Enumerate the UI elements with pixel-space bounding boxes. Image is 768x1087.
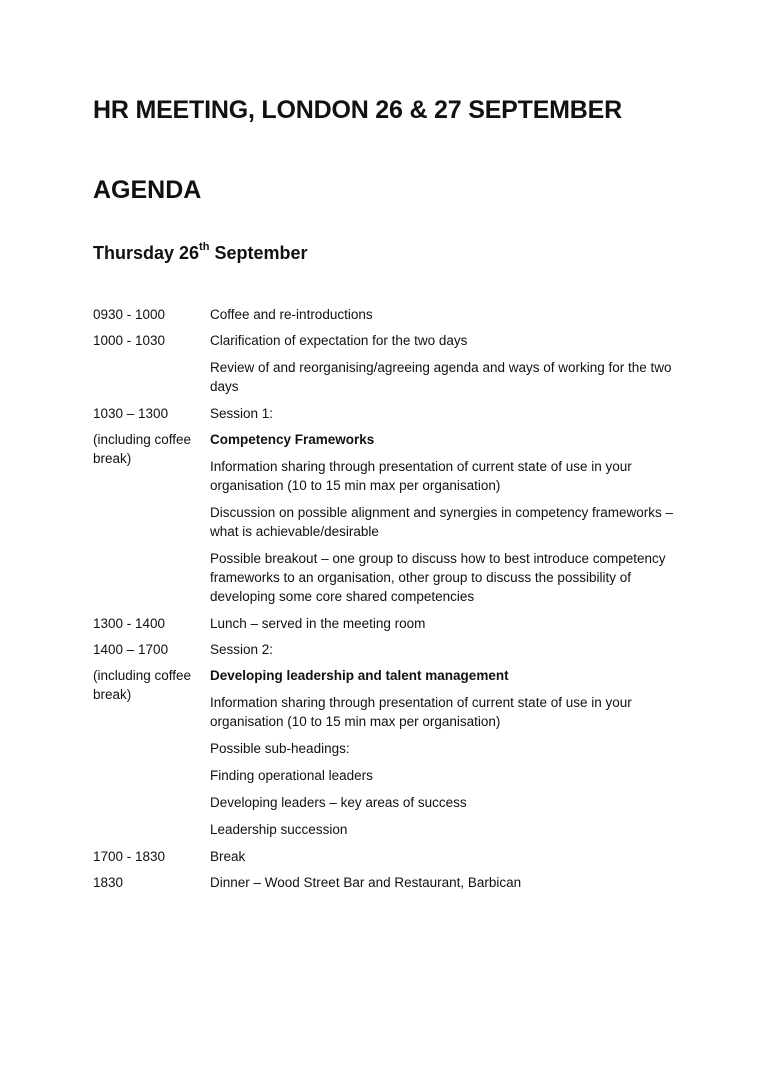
schedule-time: (including coffee break) [93, 668, 192, 702]
schedule-row [93, 403, 693, 429]
schedule-row [93, 330, 693, 403]
schedule-description [210, 639, 693, 665]
schedule-description [210, 872, 693, 898]
schedule-row [93, 846, 693, 872]
schedule-row [93, 872, 693, 898]
page-title: HR MEETING, LONDON 26 & 27 SEPTEMBER [93, 96, 622, 124]
schedule-item: Possible breakout – one group to discuss how to best introduce competency frameworks to an organisation, other group to discuss the possibility of developing some core shared competencies [210, 551, 666, 604]
schedule-time: 1830 [93, 875, 124, 890]
schedule-item: Possible sub-headings: [210, 741, 350, 756]
schedule-item: Information sharing through presentation of current state of use in your organisation (10 to 15 min max per organisation) [210, 459, 632, 493]
schedule-item: Information sharing through presentation of current state of use in your organisation (10 to 15 min max per organisation) [210, 695, 632, 729]
schedule-description [210, 665, 693, 846]
day-heading-ordinal: th [199, 241, 210, 253]
schedule-description [210, 613, 693, 639]
schedule-item: Discussion on possible alignment and synergies in competency frameworks – what is achievable/desirable [210, 505, 673, 539]
schedule-item: Finding operational leaders [210, 768, 373, 783]
agenda-heading: AGENDA [93, 176, 202, 204]
schedule-description [210, 330, 693, 403]
schedule-item: Competency Frameworks [210, 432, 375, 447]
schedule-time: (including coffee break) [93, 432, 192, 466]
schedule-row [93, 665, 693, 846]
schedule-time: 1400 – 1700 [93, 642, 169, 657]
schedule-item: Session 2: [210, 642, 274, 657]
schedule-item: Clarification of expectation for the two days [210, 333, 468, 348]
schedule-row [93, 304, 693, 330]
schedule-description [210, 429, 693, 613]
schedule-item: Break [210, 849, 246, 864]
schedule-time: 0930 - 1000 [93, 307, 166, 322]
schedule-time: 1300 - 1400 [93, 616, 166, 631]
day-heading-month: September [209, 243, 308, 263]
day-heading-prefix: Thursday 26 [93, 243, 200, 263]
schedule-item: Coffee and re-introductions [210, 307, 373, 322]
schedule-time: 1030 – 1300 [93, 406, 169, 421]
schedule-time: 1700 - 1830 [93, 849, 166, 864]
schedule-description [210, 403, 693, 429]
schedule-item: Developing leadership and talent management [210, 668, 509, 683]
schedule-item: Developing leaders – key areas of success [210, 795, 467, 810]
schedule-description [210, 304, 693, 330]
document-page [93, 0, 693, 1087]
schedule-item: Leadership succession [210, 822, 348, 837]
schedule-table [93, 304, 693, 898]
schedule-item: Review of and reorganising/agreeing agenda and ways of working for the two days [210, 360, 672, 394]
day-heading [93, 243, 307, 264]
schedule-item: Lunch – served in the meeting room [210, 616, 426, 631]
schedule-item: Session 1: [210, 406, 274, 421]
schedule-row [93, 613, 693, 639]
schedule-item: Dinner – Wood Street Bar and Restaurant, Barbican [210, 875, 522, 890]
schedule-time: 1000 - 1030 [93, 333, 166, 348]
schedule-description [210, 846, 693, 872]
schedule-row [93, 639, 693, 665]
schedule-row [93, 429, 693, 613]
